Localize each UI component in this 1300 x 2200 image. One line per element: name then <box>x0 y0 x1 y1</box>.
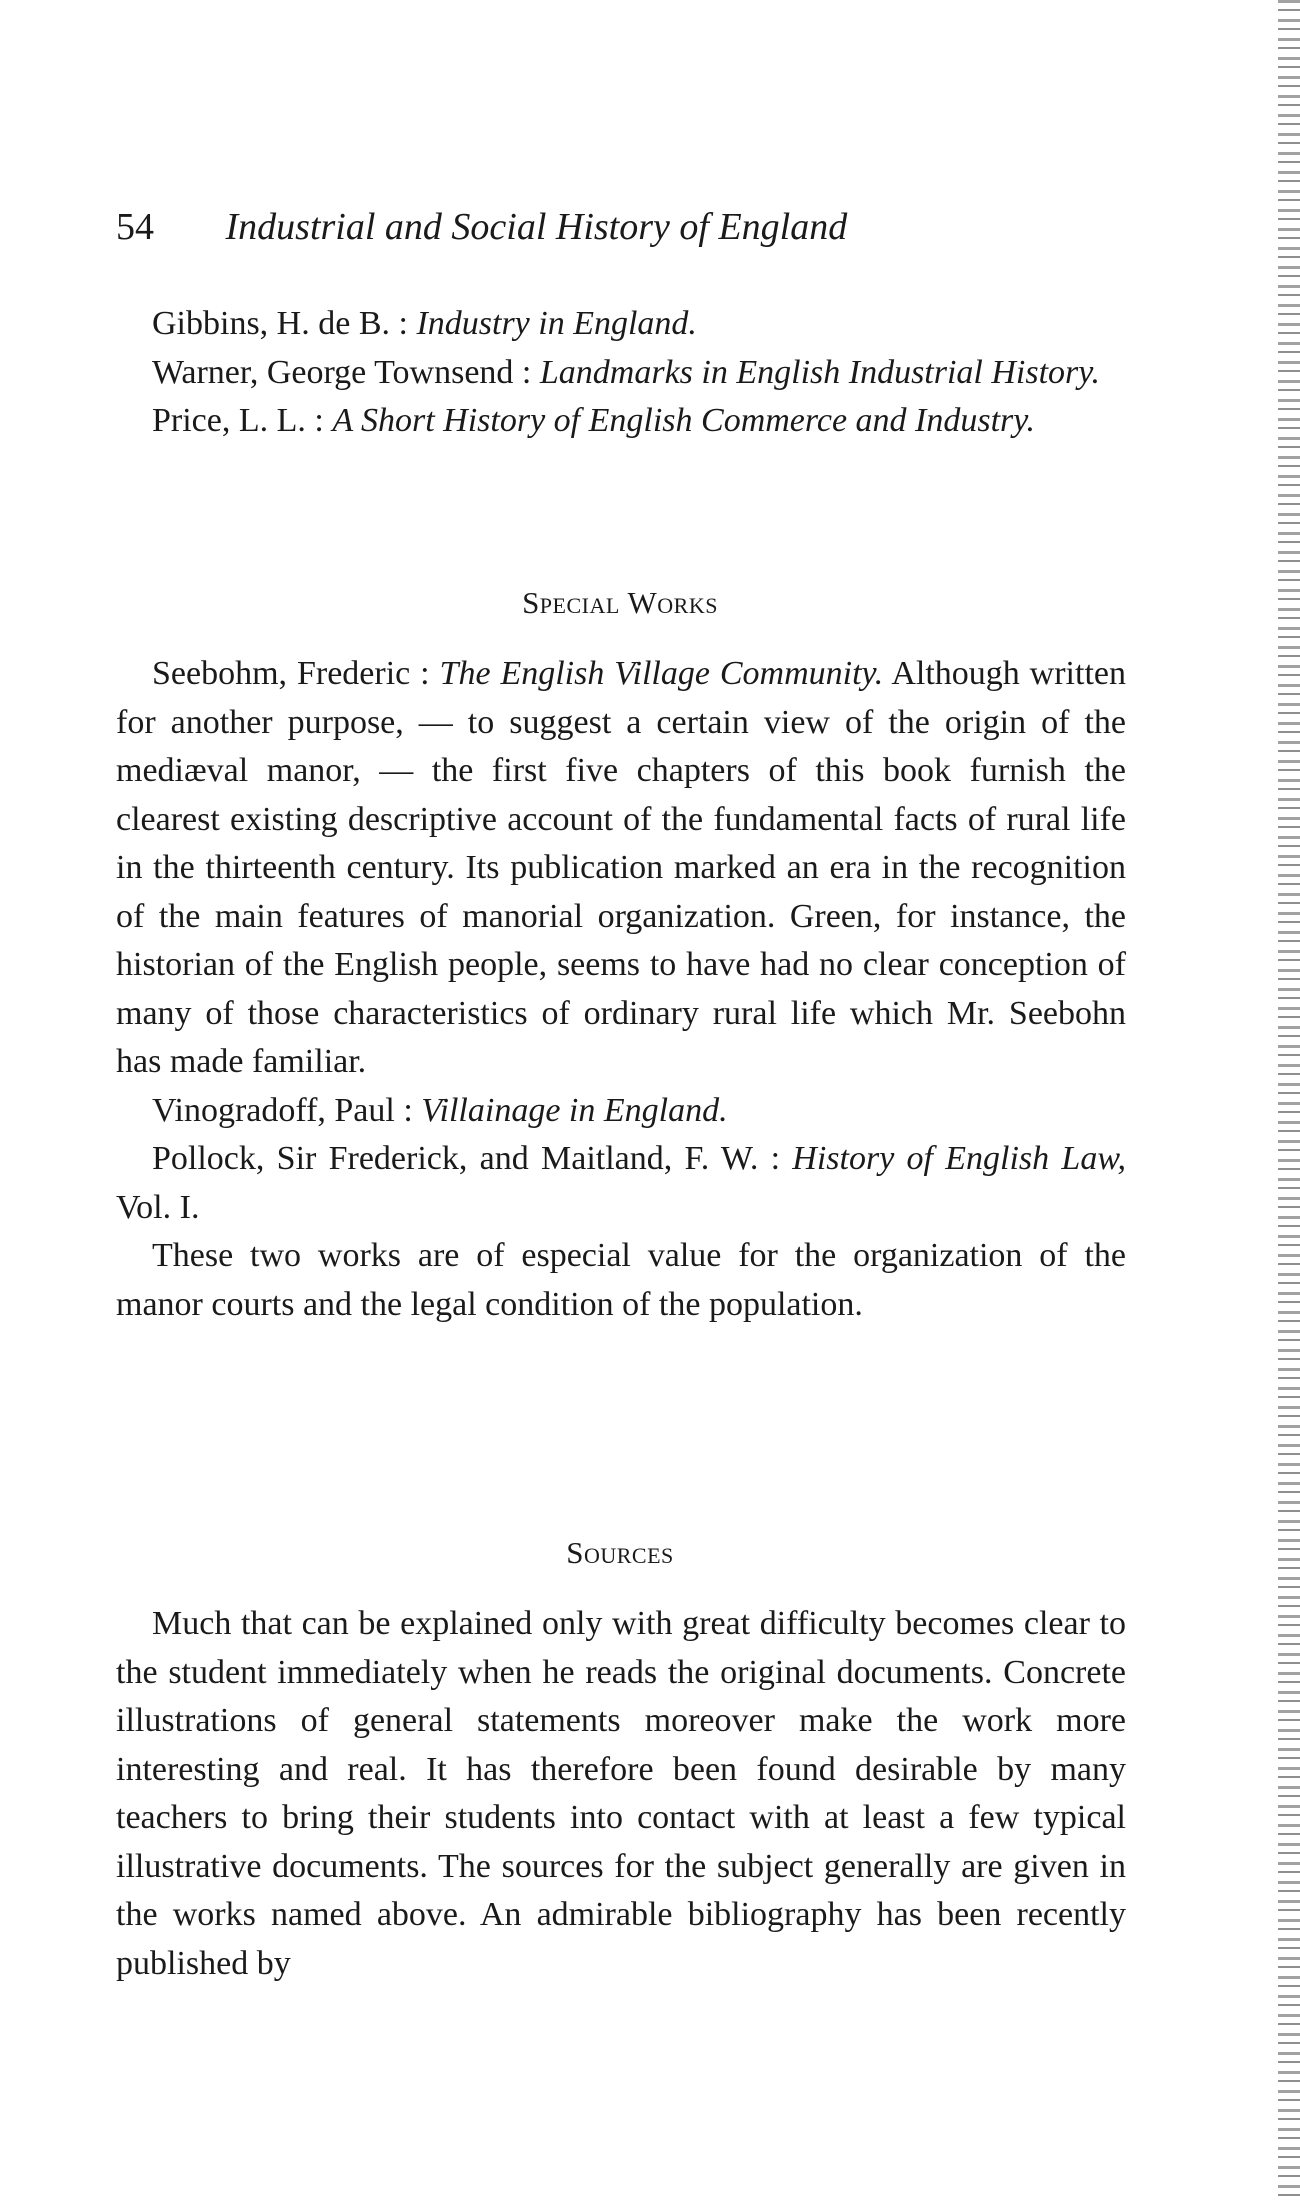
bib-title: Villainage in England. <box>421 1091 728 1129</box>
page-number: 54 <box>116 206 154 248</box>
bib-entry <box>116 397 1126 446</box>
bib-entry <box>116 300 1126 349</box>
bib-volume: Vol. I. <box>116 1188 200 1226</box>
bib-title: Industry in England. <box>416 305 697 342</box>
sources-heading: Sources <box>566 1535 674 1570</box>
bib-author: Seebohm, Frederic : <box>152 655 440 692</box>
bib-author: Gibbins, H. de B. : <box>152 305 417 342</box>
bib-author: Pollock, Sir Frederick, and Maitland, F. W. : <box>152 1140 793 1177</box>
bib-comment: Although written for another purpose, — to suggest a certain view of the origin of the mediæval manor, — the first five chapters of this book furnish the clearest existing descriptive account of the fundamental facts of rural life in the thirteenth century. Its publication marked an era in the recognition of the main features of manorial organization. Green, for instance, the historian of the English people, seems to have had no clear conception of many of those characteristics of ordinary rural life which Mr. Seebohn has made familiar. <box>116 655 1126 1080</box>
page-header <box>116 205 847 249</box>
bib-author: Vinogradoff, Paul : <box>152 1091 422 1129</box>
sources-section <box>116 1600 1126 1988</box>
bib-entry <box>116 349 1126 398</box>
special-works-note: These two works are of especial value for the organization of the manor courts and the legal condition of the population. <box>116 1237 1126 1323</box>
special-works-heading: Special Works <box>522 585 718 620</box>
general-works-list <box>116 300 1126 446</box>
bib-title: History of English Law, <box>792 1140 1126 1177</box>
bib-author: Price, L. L. : <box>152 402 333 439</box>
special-works-list <box>116 650 1126 1329</box>
bib-title: Landmarks in English Industrial History. <box>539 353 1100 391</box>
bib-entry-vinogradoff <box>116 1087 1126 1136</box>
running-title: Industrial and Social History of England <box>225 206 848 248</box>
bib-entry-seebohm <box>116 650 1126 1087</box>
bib-author: Warner, George Townsend : <box>152 353 540 391</box>
bib-title: A Short History of English Commerce and Industry. <box>332 402 1035 439</box>
page-edge <box>1278 0 1300 2200</box>
bib-title: The English Village Community. <box>439 655 884 692</box>
bib-entry-pollock <box>116 1135 1126 1232</box>
sources-paragraph: Much that can be explained only with great difficulty becomes clear to the student immediately when he reads the original documents. Concrete illustrations of general statements moreover make the work more interesting and real. It has therefore been found desirable by many teachers to bring their students into contact with at least a few typical illustrative documents. The sources for the subject generally are given in the works named above. An admirable bibliography has been recently published by <box>116 1605 1126 1982</box>
